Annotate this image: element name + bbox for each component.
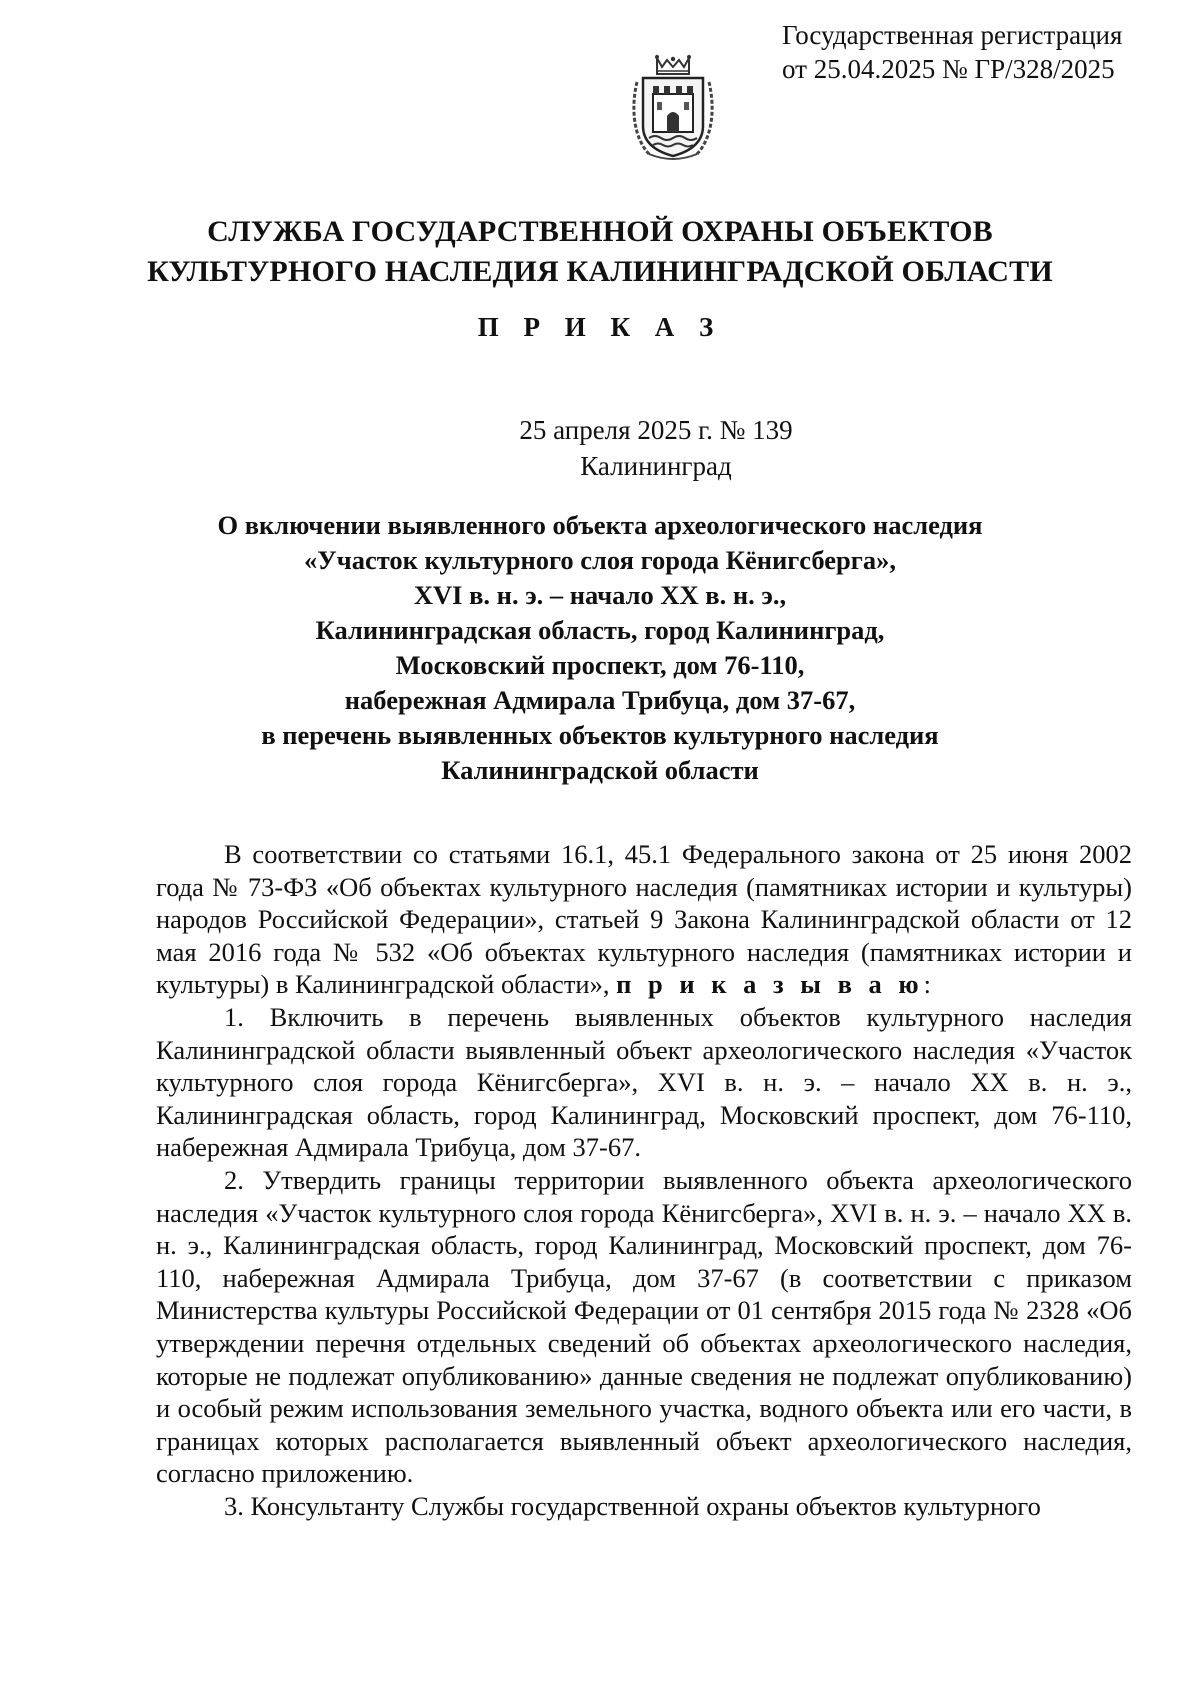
order-city: Калининград <box>580 451 732 481</box>
registration-line-2: от 25.04.2025 № ГР/328/2025 <box>782 54 1115 84</box>
preamble-text: В соответствии со статьями 16.1, 45.1 Федерального закона от 25 июня 2002 года № 73-ФЗ «Об объектах культурного наследия (памятниках истории и культуры) народов Российской Федерации», статьей 9 Закона Калининградской области от 12 мая 2016 года № 532 «Об объектах культурного наследия (памятниках истории и культуры) в Калининградской области», <box>156 839 1132 1000</box>
coat-of-arms-icon <box>627 52 719 164</box>
registration-line-1: Государственная регистрация <box>782 20 1123 50</box>
subject-line: «Участок культурного слоя города Кёнигсберга», <box>304 545 896 575</box>
agency-name-line-1: СЛУЖБА ГОСУДАРСТВЕННОЙ ОХРАНЫ ОБЪЕКТОВ <box>207 215 993 248</box>
document-type-title: П Р И К А З <box>477 312 723 342</box>
order-word: п р и к а з ы в а ю <box>616 969 924 1000</box>
order-date-number: 25 апреля 2025 г. № 139 <box>519 415 793 445</box>
order-colon: : <box>923 969 932 1000</box>
order-subject-heading <box>0 508 1200 788</box>
subject-line: Калининградской области <box>441 755 759 785</box>
agency-name <box>0 212 1200 292</box>
subject-line: XVI в. н. э. – начало XX в. н. э., <box>413 580 787 610</box>
subject-line: О включении выявленного объекта археологического наследия <box>217 510 983 540</box>
order-item-3: 3. Консультанту Службы государственной охраны объектов культурного <box>224 1490 1041 1521</box>
order-item-2: 2. Утвердить границы территории выявленного объекта археологического наследия «Участок культурного слоя города Кёнигсберга», XVI в. н. э. – начало XX в. н. э., Калининградская область, город Калининград, Московский проспект, дом 76-110, набережная Адмирала Трибуца, дом 37-67 (в соответствии с приказом Министерства культуры Российской Федерации от 01 сентября 2015 года № 2328 «Об утверждении перечня отдельных сведений об объектах археологического наследия, которые не подлежат опубликованию» данные сведения не подлежат опубликованию) и особый режим использования земельного участка, водного объекта или его части, в границах которых располагается выявленный объект археологического наследия, согласно приложению. <box>156 1164 1132 1489</box>
subject-line: Калининградская область, город Калининград, <box>315 615 885 645</box>
subject-line: Московский проспект, дом 76-110, <box>395 650 805 680</box>
date-and-number-block <box>0 412 1200 484</box>
state-registration-stamp <box>782 18 1182 86</box>
agency-name-line-2: КУЛЬТУРНОГО НАСЛЕДИЯ КАЛИНИНГРАДСКОЙ ОБЛАСТИ <box>147 255 1053 288</box>
order-body <box>156 838 1132 1522</box>
order-item-1: 1. Включить в перечень выявленных объектов культурного наследия Калининградской области выявленный объект археологического наследия «Участок культурного слоя города Кёнигсберга», XVI в. н. э. – начало XX в. н. э., Калининградская область, город Калининград, Московский проспект, дом 76-110, набережная Адмирала Трибуца, дом 37-67. <box>156 1001 1132 1163</box>
subject-line: набережная Адмирала Трибуца, дом 37-67, <box>344 685 856 715</box>
preamble-paragraph <box>156 838 1132 1001</box>
subject-line: в перечень выявленных объектов культурного наследия <box>261 720 939 750</box>
